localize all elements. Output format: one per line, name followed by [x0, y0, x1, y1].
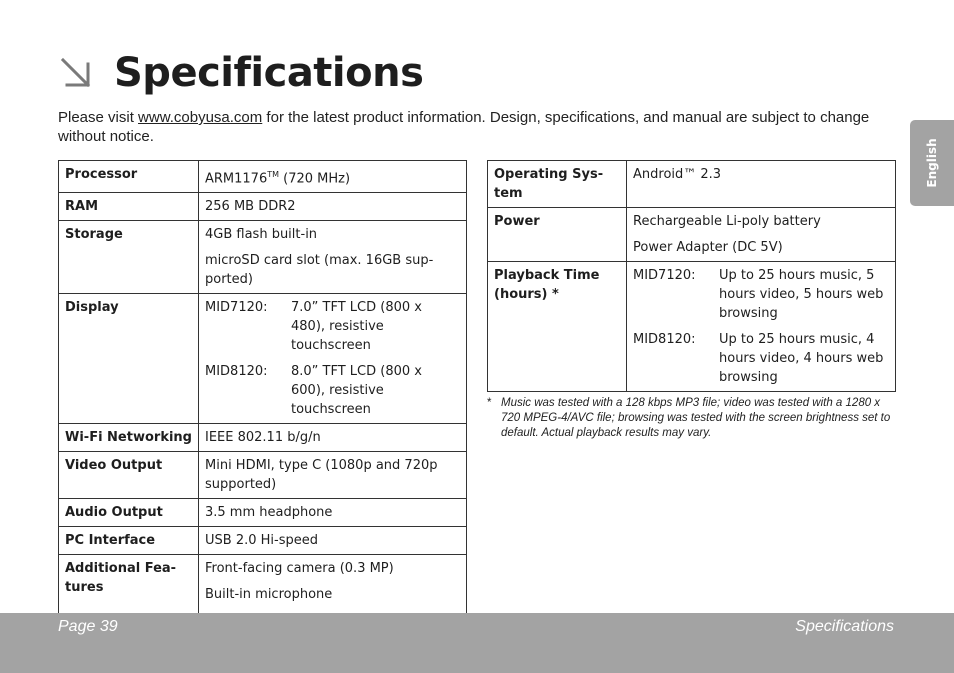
spec-row-processor — [59, 161, 467, 193]
model-row — [205, 362, 460, 419]
spec-label: Operating Sys-tem — [488, 161, 627, 208]
specs-table-left — [58, 160, 467, 635]
spec-row-ram — [59, 193, 467, 221]
down-right-arrow-icon — [58, 55, 94, 91]
model-name: MID8120: — [633, 332, 696, 347]
spec-label: Processor — [59, 161, 199, 193]
model-desc: 7.0” TFT LCD (800 x 480), resistive touchscreen — [291, 300, 422, 354]
model-name: MID7120: — [633, 268, 696, 283]
spec-value — [627, 262, 896, 392]
spec-label: Wi-Fi Networking — [59, 424, 199, 452]
page-title: Specifications — [114, 50, 424, 96]
intro-paragraph — [58, 108, 888, 146]
spec-row-storage — [59, 221, 467, 294]
spec-value-line: 4GB flash built-in — [205, 227, 318, 243]
processor-model: ARM1176 — [205, 171, 268, 187]
spec-value-line: Power Adapter (DC 5V) — [633, 240, 783, 255]
spec-label: Power — [488, 208, 627, 262]
model-desc: Up to 25 hours music, 4 hours video, 4 hours web browsing — [719, 332, 884, 385]
spec-value-line: microSD card slot (max. 16GB sup-ported) — [205, 253, 434, 288]
spec-label: Additional Fea-tures — [59, 555, 199, 635]
spec-label: Audio Output — [59, 499, 199, 527]
spec-value-line: Rechargeable Li-poly battery — [633, 214, 821, 229]
spec-value — [199, 161, 467, 193]
spec-value — [199, 221, 467, 294]
footer-section-title: Specifications — [795, 618, 894, 635]
spec-label: RAM — [59, 193, 199, 221]
spec-row-operating-system — [488, 161, 896, 208]
language-tab-label: English — [925, 138, 939, 188]
processor-speed: (720 MHz) — [279, 171, 351, 187]
model-row — [633, 266, 889, 323]
specs-table-right — [487, 160, 896, 392]
spec-label: Video Output — [59, 452, 199, 499]
spec-value: 256 MB DDR2 — [199, 193, 467, 221]
spec-label: Playback Time (hours) * — [488, 262, 627, 392]
model-desc: 8.0” TFT LCD (800 x 600), resistive touchscreen — [291, 364, 422, 418]
spec-row-wifi — [59, 424, 467, 452]
model-name: MID7120: — [205, 300, 268, 316]
model-desc: Up to 25 hours music, 5 hours video, 5 hours web browsing — [719, 268, 884, 321]
page-footer — [0, 613, 954, 673]
spec-label: Display — [59, 294, 199, 424]
footnote-marker: * — [487, 397, 492, 409]
spec-value-line: Front-facing camera (0.3 MP) — [205, 561, 394, 577]
footnote-text: Music was tested with a 128 kbps MP3 file; video was tested with a 1280 x 720 MPEG-4/AVC file; browsing was tested with the screen brightness set to default. Actual playback results may vary. — [501, 397, 891, 439]
spec-value — [199, 294, 467, 424]
spec-value-line: Built-in microphone — [205, 587, 333, 603]
spec-value — [627, 208, 896, 262]
trademark-sup: TM — [267, 170, 280, 179]
spec-value: Mini HDMI, type C (1080p and 720p supported) — [199, 452, 467, 499]
page-header — [58, 50, 423, 96]
model-name: MID8120: — [205, 364, 268, 380]
website-link[interactable]: www.cobyusa.com — [138, 109, 263, 126]
intro-text-after: for the latest product information. Design, specifications, and manual are subject to change without notice. — [58, 109, 870, 145]
spec-value: IEEE 802.11 b/g/n — [199, 424, 467, 452]
spec-row-power — [488, 208, 896, 262]
spec-label: Storage — [59, 221, 199, 294]
spec-value: USB 2.0 Hi-speed — [199, 527, 467, 555]
spec-value: Android™ 2.3 — [627, 161, 896, 208]
language-tab[interactable] — [910, 120, 954, 206]
page-number: Page 39 — [58, 618, 118, 635]
intro-text-before: Please visit — [58, 109, 139, 126]
footnote — [487, 396, 897, 441]
spec-row-display — [59, 294, 467, 424]
spec-row-pc-interface — [59, 527, 467, 555]
model-row — [205, 298, 460, 355]
spec-row-audio-output — [59, 499, 467, 527]
model-row — [633, 330, 889, 387]
spec-value: 3.5 mm headphone — [199, 499, 467, 527]
spec-row-playback-time — [488, 262, 896, 392]
spec-row-video-output — [59, 452, 467, 499]
spec-label: PC Interface — [59, 527, 199, 555]
